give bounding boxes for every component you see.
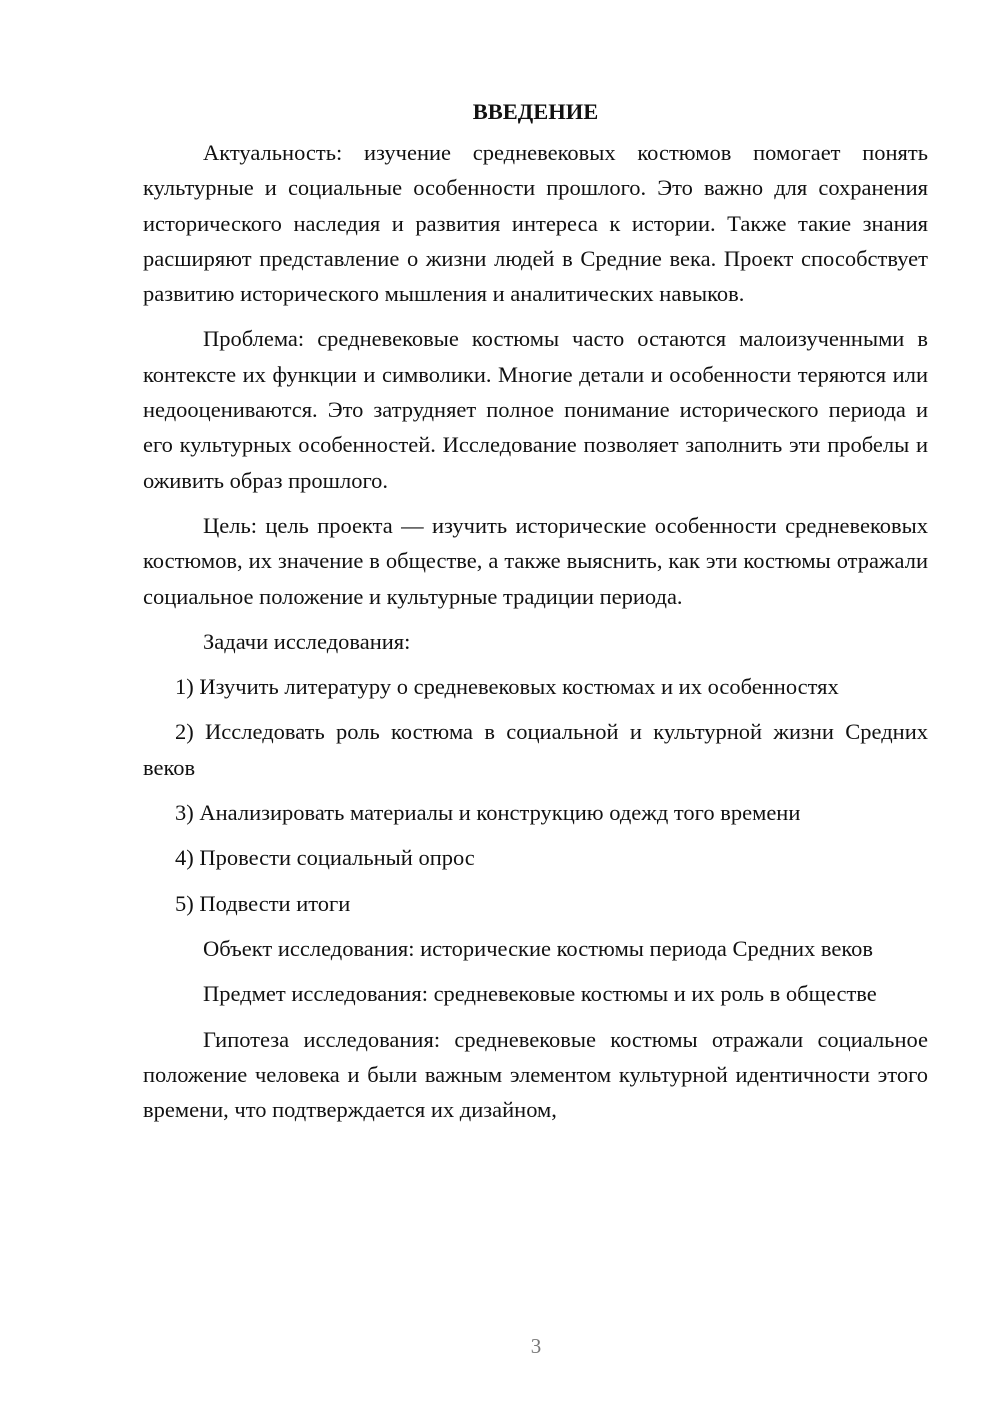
object-paragraph: Объект исследования: исторические костюмы периода Средних веков	[203, 935, 874, 961]
section-title: ВВЕДЕНИЕ	[472, 99, 599, 124]
hypothesis-paragraph: Гипотеза исследования: средневековые костюмы отражали социальное положение человека и были важным элементом культурной идентичности этого времени, что подтверждается их дизайном,	[143, 1026, 928, 1123]
subject-paragraph: Предмет исследования: средневековые костюмы и их роль в обществе	[203, 981, 877, 1007]
problem-paragraph: Проблема: средневековые костюмы часто остаются малоизученными в контексте их функции и символики. Многие детали и особенности теряются или недооцениваются. Это затрудняет полное понимание исторического периода и его культурных особенностей. Исследование позволяет заполнить эти пробелы и оживить образ прошлого.	[143, 326, 928, 493]
page-content	[143, 94, 928, 1137]
task-item-2: 2) Исследовать роль костюма в социальной и культурной жизни Средних веков	[143, 719, 928, 780]
tasks-heading: Задачи исследования:	[203, 628, 411, 654]
page-number: 3	[530, 1334, 542, 1358]
task-item-5: 5) Подвести итоги	[175, 890, 351, 916]
goal-paragraph: Цель: цель проекта — изучить исторические особенности средневековых костюмов, их значение в обществе, а также выяснить, как эти костюмы отражали социальное положение и культурные традиции периода.	[143, 512, 928, 609]
task-item-1: 1) Изучить литературу о средневековых костюмах и их особенностях	[175, 674, 839, 700]
relevance-paragraph: Актуальность: изучение средневековых костюмов помогает понять культурные и социальные особенности прошлого. Это важно для сохранения исторического наследия и развития интереса к истории. Также такие знания расширяют представление о жизни людей в Средние века. Проект способствует развитию исторического мышления и аналитических навыков.	[143, 140, 928, 307]
task-item-4: 4) Провести социальный опрос	[175, 845, 475, 871]
task-item-3: 3) Анализировать материалы и конструкцию одежд того времени	[175, 800, 801, 826]
